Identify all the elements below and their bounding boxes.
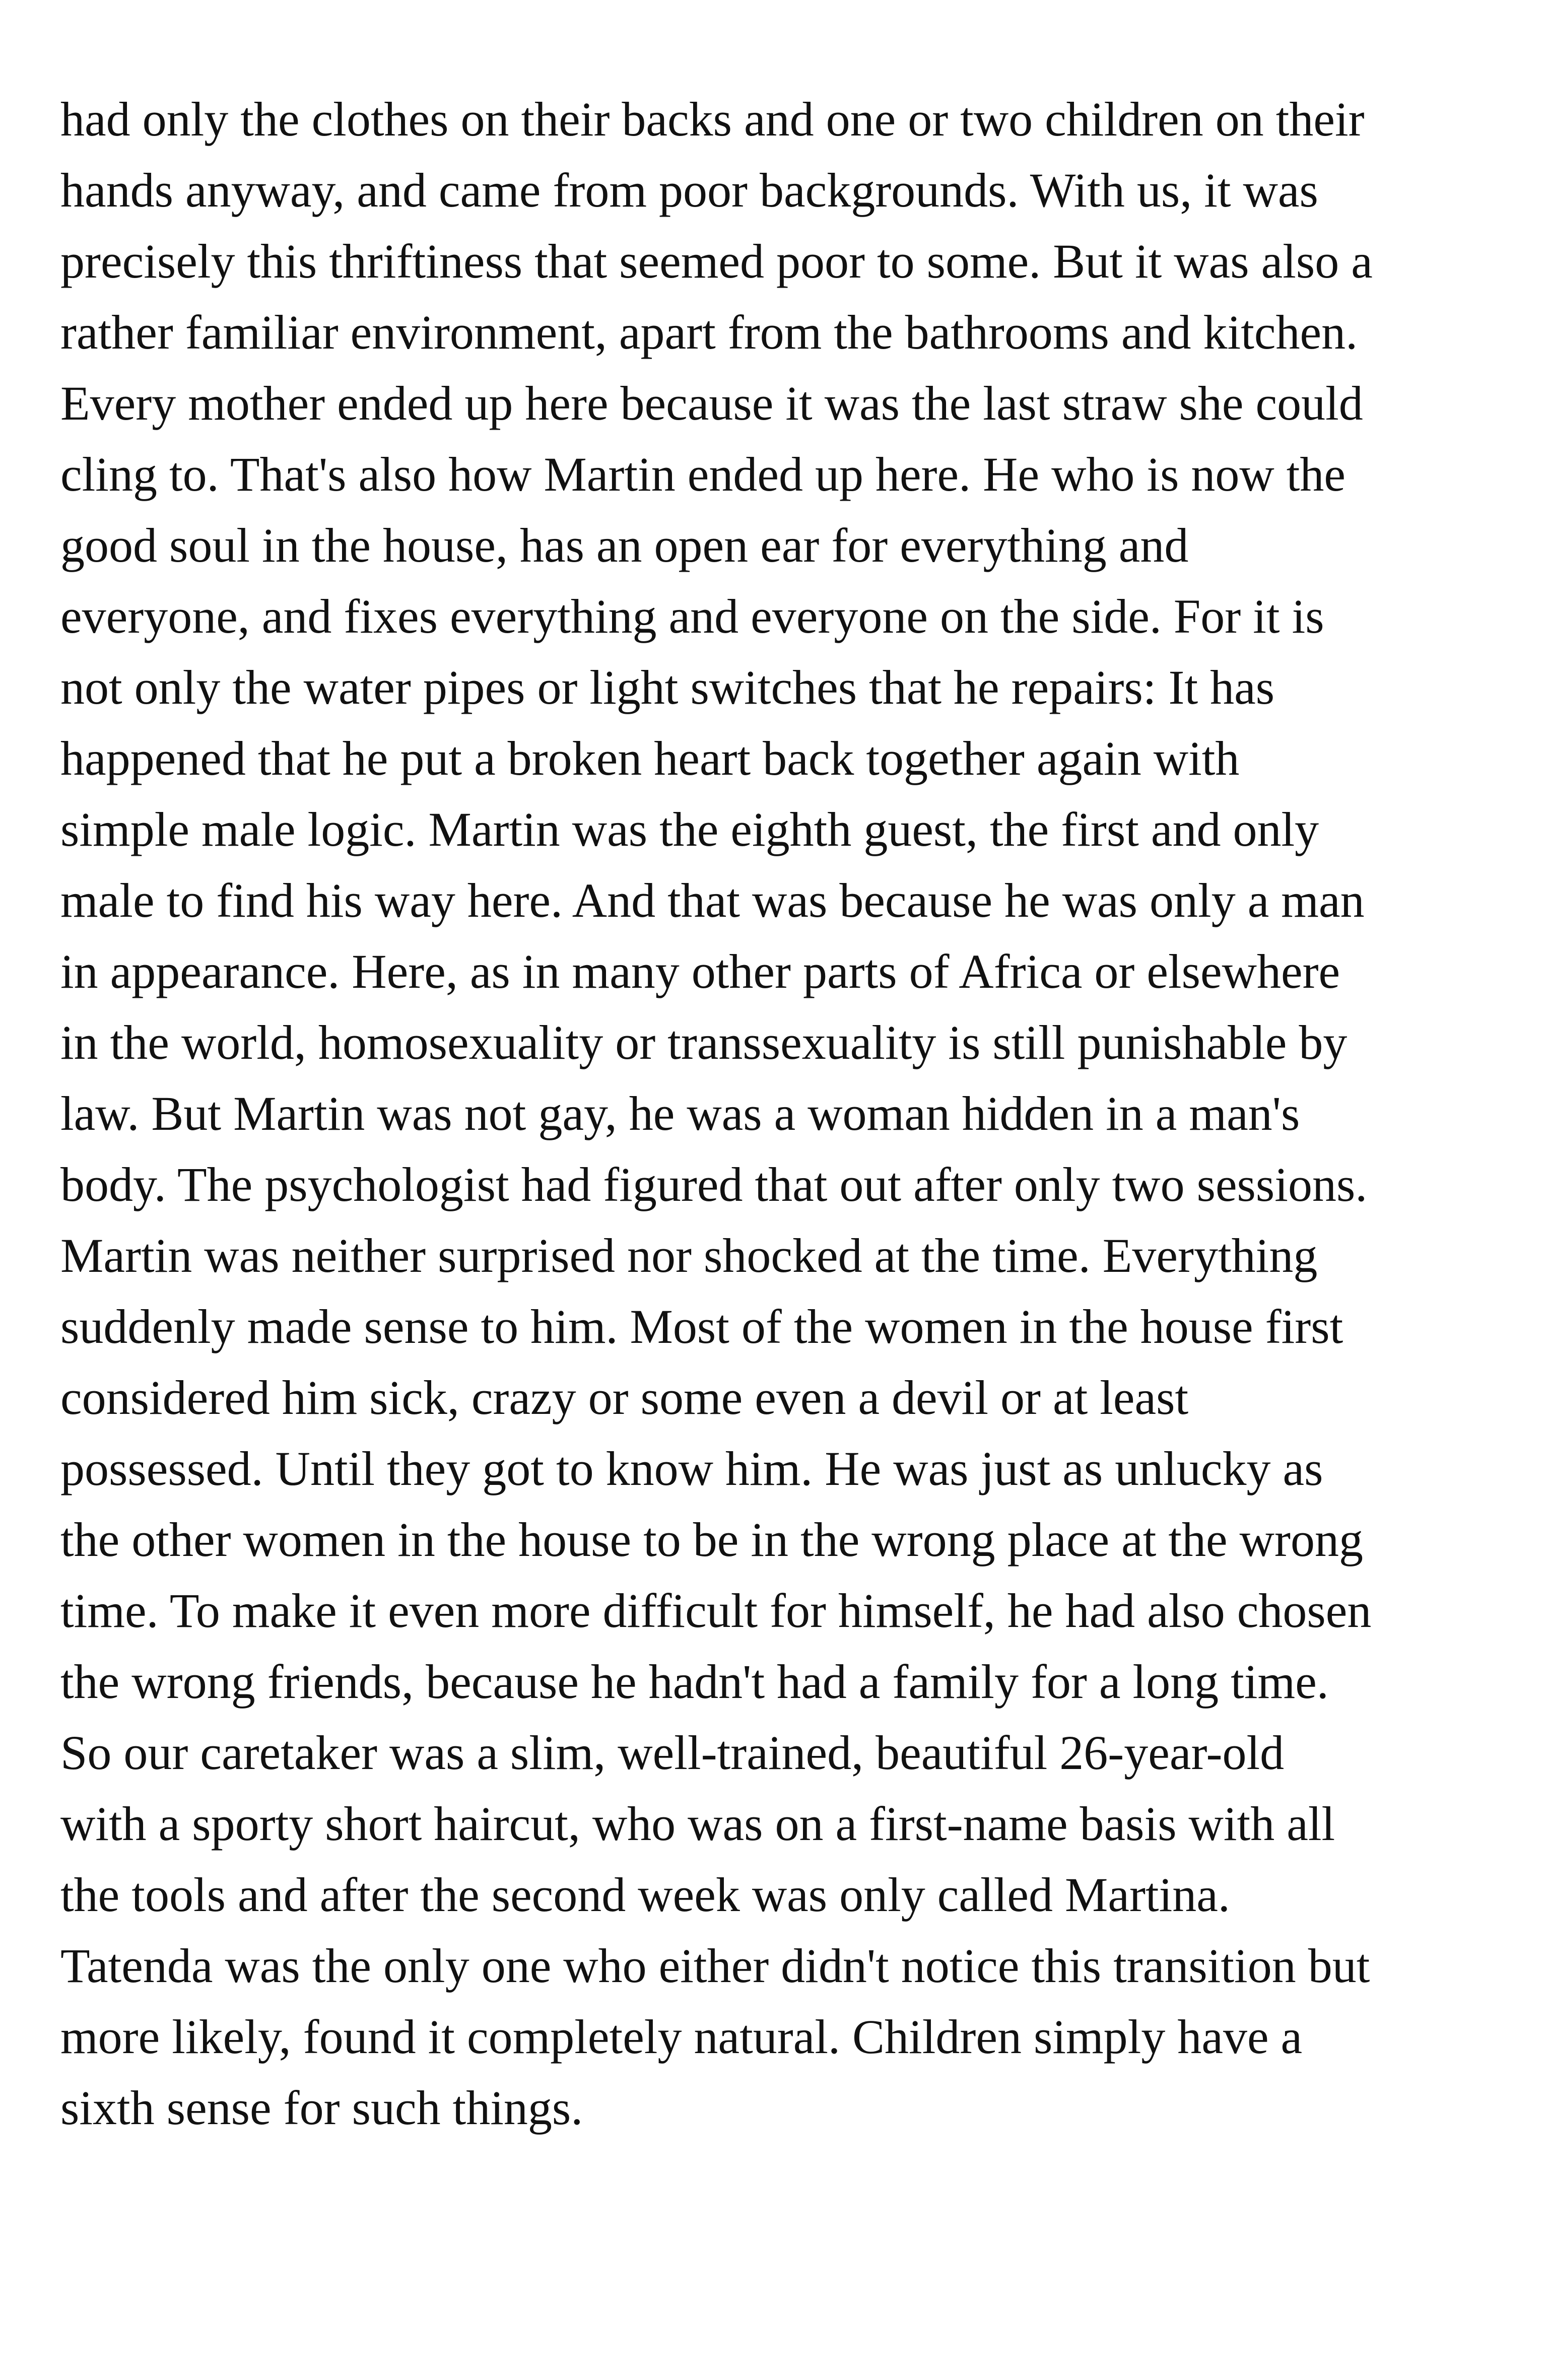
text-line: not only the water pipes or light switches that he repairs: It has <box>60 660 1275 714</box>
text-line: law. But Martin was not gay, he was a woman hidden in a man's <box>60 1086 1300 1140</box>
text-line: good soul in the house, has an open ear for everything and <box>60 518 1189 572</box>
text-line: sixth sense for such things. <box>60 2081 583 2135</box>
body-text <box>60 84 1511 2143</box>
text-line: time. To make it even more difficult for himself, he had also chosen <box>60 1584 1372 1638</box>
text-line: the other women in the house to be in the wrong place at the wrong <box>60 1513 1363 1567</box>
text-line: in the world, homosexuality or transsexuality is still punishable by <box>60 1015 1348 1069</box>
text-line: happened that he put a broken heart back together again with <box>60 731 1240 785</box>
text-line: considered him sick, crazy or some even a devil or at least <box>60 1371 1189 1424</box>
text-line: body. The psychologist had figured that out after only two sessions. <box>60 1158 1368 1211</box>
text-line: Every mother ended up here because it was the last straw she could <box>60 376 1363 430</box>
text-line: in appearance. Here, as in many other parts of Africa or elsewhere <box>60 944 1340 998</box>
text-line: cling to. That's also how Martin ended up here. He who is now the <box>60 447 1346 501</box>
text-line: hands anyway, and came from poor backgrounds. With us, it was <box>60 163 1318 217</box>
text-line: suddenly made sense to him. Most of the women in the house first <box>60 1300 1343 1353</box>
text-line: rather familiar environment, apart from the bathrooms and kitchen. <box>60 305 1358 359</box>
text-line: the tools and after the second week was only called Martina. <box>60 1868 1230 1922</box>
text-line: So our caretaker was a slim, well-trained, beautiful 26-year-old <box>60 1726 1285 1780</box>
text-line: precisely this thriftiness that seemed poor to some. But it was also a <box>60 234 1373 288</box>
text-line: possessed. Until they got to know him. He was just as unlucky as <box>60 1442 1323 1495</box>
text-line: Tatenda was the only one who either didn't notice this transition but <box>60 1939 1370 1993</box>
text-line: the wrong friends, because he hadn't had a family for a long time. <box>60 1655 1329 1709</box>
text-line: more likely, found it completely natural. Children simply have a <box>60 2010 1303 2064</box>
text-line: male to find his way here. And that was because he was only a man <box>60 873 1365 927</box>
text-line: simple male logic. Martin was the eighth guest, the first and only <box>60 802 1319 856</box>
text-line: Martin was neither surprised nor shocked at the time. Everything <box>60 1229 1318 1282</box>
text-line: with a sporty short haircut, who was on a first-name basis with all <box>60 1797 1335 1851</box>
text-line: everyone, and fixes everything and everyone on the side. For it is <box>60 589 1324 643</box>
text-line: had only the clothes on their backs and one or two children on their <box>60 92 1365 146</box>
